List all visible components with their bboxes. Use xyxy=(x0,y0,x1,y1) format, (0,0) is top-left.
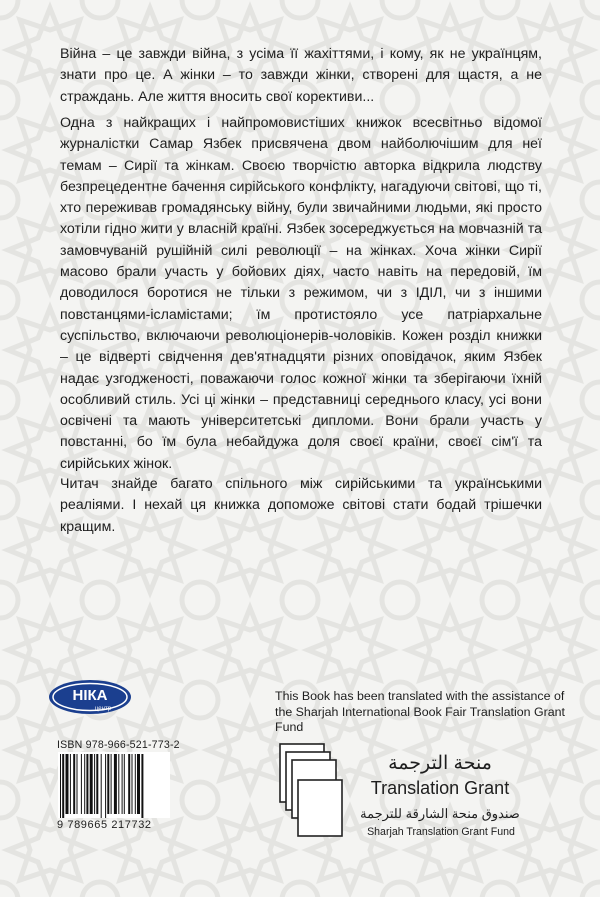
isbn-barcode xyxy=(58,752,170,818)
grant-arabic-fund-name: صندوق منحة الشارقة للترجمة xyxy=(360,806,520,821)
grant-title: Translation Grant xyxy=(370,778,510,798)
main-paragraph: Одна з найкращих і найпромовистіших книжок всесвітньо відомої журналістки Самар Язбек присвячена двом найболючішим для неї темам – Сирії та жінкам. Своєю творчістю авторка відкрила людству безпрецедентне бачення сирійського конфлікту, нагадуючи світові, що ті, хто переживав громадянську війну, були звичайними людьми, які просто хотіли гідно жити у власній країні. Язбек зосереджується на мовчазній та замовчуваній рушійній силі революції – на жінках. Хоча жінки Сирії масово брали участь у бойових діях, часто навіть на передовій, їм доводилося боротися не тільки з режимом, чи з ІДІЛ, чи з іншими повстанцями-ісламістами; їм протистояло усе патріархальне суспільство, включаючи революціонерів-чоловіків. Кожен розділ книжки – це відверті свідчення дев'ятнадцяти різних оповідачок, яким Язбек надає узгодженості, поважаючи голос кожної жінки та зберігаючи їхній особливий стиль. Усі ці жінки – представниці середнього класу, усі вони освічені та мають університетські дипломи. Вони брали участь у повстанні, бо їм була небайдужа доля своєї країни, своєї сім'ї та сирійських жінок. xyxy=(60,115,542,472)
intro-paragraph: Війна – це завжди війна, з усіма її жахіттями, і кому, як не українцям, знати про це. А жінки – то завжди жінки, створені для щастя, а не страждань. Але життя вносить свої корективи... xyxy=(60,46,542,105)
translation-grant-note: This Book has been translated with the assistance of the Sharjah International Book Fair Translation Grant Fund xyxy=(275,689,565,735)
barcode-digits: 9 789665 217732 xyxy=(57,819,152,831)
isbn-label: ISBN 978-966-521-773-2 xyxy=(57,739,180,751)
publisher-logo-text: НІКА xyxy=(72,687,108,704)
grant-fund-name: Sharjah Translation Grant Fund xyxy=(367,826,515,838)
grant-arabic-title: منحة الترجمة xyxy=(388,753,492,774)
publisher-logo xyxy=(47,678,133,716)
translation-grant-icon xyxy=(276,740,344,838)
closing-paragraph: Читач знайде багато спільного між сирійськими та українськими реаліями. І нехай ця книжка допоможе світові стати бодай трішечки кращим. xyxy=(60,476,542,535)
publisher-logo-subtext: центр xyxy=(94,706,112,712)
